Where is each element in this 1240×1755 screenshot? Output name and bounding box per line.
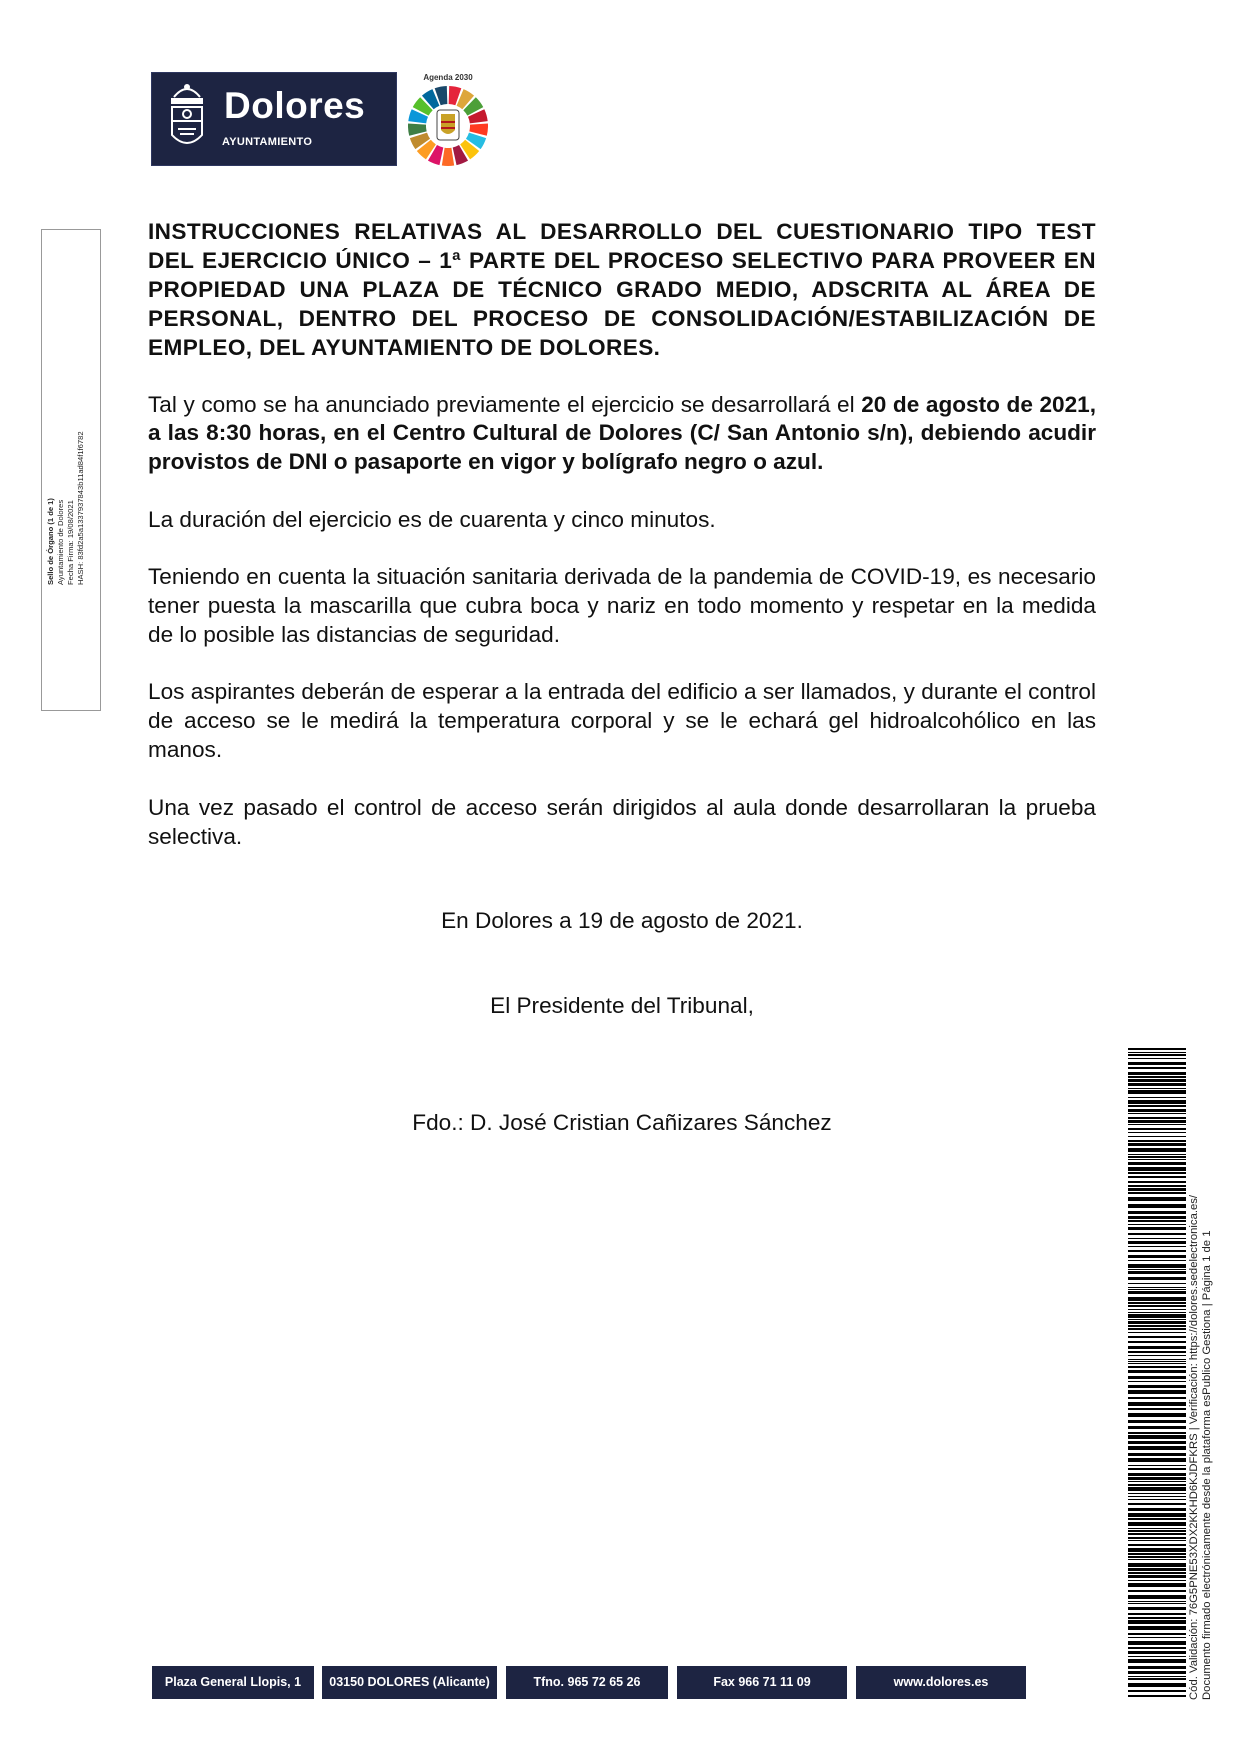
barcode-bar: [1128, 1289, 1186, 1290]
signer-line: Fdo.: D. José Cristian Cañizares Sánchez: [412, 1110, 832, 1136]
barcode-bar: [1128, 1678, 1186, 1680]
stamp-line: Sello de Órgano (1 de 1): [46, 498, 55, 585]
barcode-bar: [1128, 1603, 1186, 1604]
barcode-bar: [1128, 1117, 1186, 1119]
barcode-bar: [1128, 1676, 1186, 1677]
barcode-bar: [1128, 1626, 1186, 1630]
barcode-bar: [1128, 1477, 1186, 1480]
barcode-bar: [1128, 1518, 1186, 1520]
barcode-bar: [1128, 1271, 1186, 1274]
barcode-bar: [1128, 1269, 1186, 1270]
barcode-bar: [1128, 1690, 1186, 1692]
barcode-bar: [1128, 1559, 1186, 1560]
barcode-bar: [1128, 1128, 1186, 1130]
barcode-bar: [1128, 1167, 1186, 1171]
barcode-bar: [1128, 1283, 1186, 1284]
barcode-bar: [1128, 1473, 1186, 1476]
barcode-bar: [1128, 1113, 1186, 1114]
barcode-bar: [1128, 1192, 1186, 1194]
barcode-bar: [1128, 1397, 1186, 1399]
barcode-bar: [1128, 1083, 1186, 1086]
barcode-bar: [1128, 1522, 1186, 1526]
barcode-bar: [1128, 1197, 1186, 1201]
barcode-bar: [1128, 1446, 1186, 1450]
logo-name: Dolores: [224, 85, 366, 126]
barcode-bar: [1128, 1402, 1186, 1406]
barcode-bar: [1128, 1359, 1186, 1360]
barcode-bar: [1128, 1325, 1186, 1327]
coat-of-arms-icon: [437, 110, 459, 140]
barcode-bar: [1128, 1162, 1186, 1165]
barcode-bar: [1128, 1159, 1186, 1160]
barcode-bar: [1128, 1185, 1186, 1187]
barcode-bar: [1128, 1432, 1186, 1434]
barcode-bar: [1128, 1297, 1186, 1301]
barcode-bar: [1128, 1607, 1186, 1610]
barcode-bar: [1128, 1528, 1186, 1529]
ayuntamiento-logo: [152, 73, 396, 165]
barcode-bar: [1128, 1671, 1186, 1674]
city-date: En Dolores a 19 de agosto de 2021.: [441, 908, 803, 934]
validation-line: Cód. Validación: 76G5PNE53XDX2KKHD6KJDFKRS | Verificación: https://dolores.sedelectronica.es/: [1188, 1194, 1200, 1700]
stamp-line: HASH: 83fd2a5a1337937843b11ad84f1f6782: [76, 431, 85, 585]
barcode-bar: [1128, 1572, 1186, 1574]
barcode-bar: [1128, 1109, 1186, 1112]
footer-address: Plaza General Llopis, 1: [152, 1666, 314, 1699]
stamp-line: Fecha Firma: 19/08/2021: [66, 500, 75, 585]
barcode-bar: [1128, 1154, 1186, 1155]
barcode-bar: [1128, 1224, 1186, 1225]
barcode-bar: [1128, 1553, 1186, 1555]
barcode-bar: [1128, 1124, 1186, 1125]
barcode-bar: [1128, 1563, 1186, 1567]
footer-phone: Tfno. 965 72 65 26: [506, 1666, 668, 1699]
barcode-bar: [1128, 1105, 1186, 1107]
barcode-bar: [1128, 1613, 1186, 1615]
barcode-bar: [1128, 1204, 1186, 1208]
barcode-bar: [1128, 1659, 1186, 1663]
barcode-bar: [1128, 1420, 1186, 1423]
barcode-bar: [1128, 1499, 1186, 1500]
barcode-bar: [1128, 1090, 1186, 1094]
barcode-bar: [1128, 1309, 1186, 1310]
barcode-bar: [1128, 1351, 1186, 1353]
barcode-bar: [1128, 1453, 1186, 1456]
barcode-bar: [1128, 1361, 1186, 1362]
validation-line: Documento firmado electrónicamente desde la plataforma esPublico Gestiona | Página 1 de 1: [1201, 1230, 1213, 1700]
stamp-line: Ayuntamiento de Dolores: [56, 499, 65, 585]
barcode-bar: [1128, 1468, 1186, 1470]
barcode-bar: [1128, 1088, 1186, 1089]
barcode-bar: [1128, 1277, 1186, 1280]
footer-web[interactable]: www.dolores.es: [856, 1666, 1026, 1699]
agenda-label: Agenda 2030: [423, 73, 473, 82]
barcode-bar: [1128, 1530, 1186, 1532]
barcode-bar: [1128, 1641, 1186, 1645]
barcode-bar: [1128, 1481, 1186, 1482]
barcode-bar: [1128, 1328, 1186, 1330]
barcode-bar: [1128, 1076, 1186, 1078]
barcode-bar: [1128, 1332, 1186, 1333]
barcode-bar: [1128, 1601, 1186, 1602]
barcode-bar: [1128, 1321, 1186, 1324]
barcode-bar: [1128, 1493, 1186, 1494]
barcode: [1128, 1048, 1186, 1698]
barcode-bar: [1128, 1211, 1186, 1214]
barcode-bar: [1128, 1575, 1186, 1578]
barcode-bar: [1128, 1054, 1186, 1056]
barcode-bar: [1128, 1227, 1186, 1230]
barcode-bar: [1128, 1363, 1186, 1364]
crest-icon: [162, 79, 212, 159]
barcode-bar: [1128, 1426, 1186, 1429]
barcode-bar: [1128, 1132, 1186, 1133]
barcode-bar: [1128, 1376, 1186, 1379]
barcode-bar: [1128, 1136, 1186, 1137]
barcode-bar: [1128, 1537, 1186, 1539]
barcode-bar: [1128, 1336, 1186, 1338]
barcode-bar: [1128, 1216, 1186, 1219]
barcode-bar: [1128, 1683, 1186, 1687]
barcode-bar: [1128, 1246, 1186, 1247]
barcode-bar: [1128, 1079, 1186, 1082]
barcode-bar: [1128, 1287, 1186, 1288]
barcode-bar: [1128, 1548, 1186, 1552]
barcode-bar: [1128, 1100, 1186, 1104]
barcode-bar: [1128, 1556, 1186, 1558]
barcode-bar: [1128, 1370, 1186, 1373]
barcode-bar: [1128, 1181, 1186, 1183]
barcode-bar: [1128, 1250, 1186, 1252]
barcode-bar: [1128, 1140, 1186, 1142]
paragraph-duration: La duración del ejercicio es de cuarenta y cinco minutos.: [148, 506, 716, 532]
validation-text: [1188, 1100, 1214, 1700]
barcode-bar: [1128, 1176, 1186, 1178]
barcode-bar: [1128, 1341, 1186, 1343]
barcode-bar: [1128, 1260, 1186, 1261]
barcode-bar: [1128, 1264, 1186, 1268]
barcode-bar: [1128, 1487, 1186, 1491]
barcode-bar: [1128, 1408, 1186, 1410]
logo-subtitle: AYUNTAMIENTO: [222, 136, 313, 148]
paragraph-access: Los aspirantes deberán de esperar a la entrada del edificio a ser llamados, y durante el control de acceso se le medirá la temperatura corporal y se le echará gel hidroalcohólico en las manos.: [148, 679, 1096, 763]
barcode-bar: [1128, 1314, 1186, 1318]
barcode-bar: [1128, 1651, 1186, 1654]
barcode-bar: [1128, 1072, 1186, 1075]
barcode-bar: [1128, 1435, 1186, 1439]
paragraph-classroom: Una vez pasado el control de acceso serán dirigidos al aula donde desarrollaran la prueba selectiva.: [148, 794, 1096, 849]
document-title: INSTRUCCIONES RELATIVAS AL DESARROLLO DEL CUESTIONARIO TIPO TEST DEL EJERCICIO ÚNICO – 1ª PARTE DEL PROCESO SELECTIVO PARA PROVEER EN PROPIEDAD UNA PLAZA DE TÉCNICO GRADO MEDIO, ADSCRITA AL ÁREA DE PERSONAL, DENTRO DEL PROCESO DE CONSOLIDACIÓN/ESTABILIZACIÓN DE EMPLEO, DEL AYUNTAMIENTO DE DOLORES.: [148, 219, 1096, 360]
document-body: [148, 218, 1096, 1167]
barcode-bar: [1128, 1058, 1186, 1059]
barcode-bar: [1128, 1052, 1186, 1053]
barcode-bar: [1128, 1188, 1186, 1191]
barcode-bar: [1128, 1241, 1186, 1244]
barcode-bar: [1128, 1312, 1186, 1313]
barcode-bar: [1128, 1656, 1186, 1657]
barcode-bar: [1128, 1233, 1186, 1235]
barcode-bar: [1128, 1441, 1186, 1444]
barcode-bar: [1128, 1156, 1186, 1158]
barcode-bar: [1128, 1385, 1186, 1388]
barcode-bar: [1128, 1540, 1186, 1541]
barcode-bar: [1128, 1595, 1186, 1599]
paragraph-date-place: [148, 391, 1096, 478]
barcode-bar: [1128, 1413, 1186, 1417]
agenda-2030-logo: [402, 70, 494, 168]
sdg-segment: [442, 148, 454, 166]
barcode-bar: [1128, 1496, 1186, 1497]
barcode-bar: [1128, 1637, 1186, 1638]
barcode-bar: [1128, 1580, 1186, 1581]
barcode-bar: [1128, 1508, 1186, 1511]
barcode-bar: [1128, 1390, 1186, 1394]
barcode-bar: [1128, 1302, 1186, 1304]
barcode-bar: [1128, 1484, 1186, 1486]
barcode-bar: [1128, 1120, 1186, 1123]
president-line: El Presidente del Tribunal,: [490, 993, 754, 1019]
barcode-bar: [1128, 1544, 1186, 1546]
barcode-bar: [1128, 1465, 1186, 1466]
barcode-bar: [1128, 1238, 1186, 1239]
barcode-bar: [1128, 1048, 1186, 1050]
barcode-bar: [1128, 1291, 1186, 1294]
footer-postal: 03150 DOLORES (Alicante): [322, 1666, 497, 1699]
barcode-bar: [1128, 1319, 1186, 1320]
barcode-bar: [1128, 1148, 1186, 1152]
barcode-bar: [1128, 1647, 1186, 1649]
barcode-bar: [1128, 1067, 1186, 1069]
barcode-bar: [1128, 1620, 1186, 1624]
barcode-bar: [1128, 1513, 1186, 1517]
barcode-bar: [1128, 1305, 1186, 1307]
barcode-bar: [1128, 1503, 1186, 1505]
footer-fax: Fax 966 71 11 09: [677, 1666, 847, 1699]
barcode-bar: [1128, 1062, 1186, 1065]
barcode-bar: [1128, 1583, 1186, 1587]
barcode-bar: [1128, 1533, 1186, 1535]
barcode-bar: [1128, 1172, 1186, 1174]
barcode-bar: [1128, 1633, 1186, 1635]
barcode-bar: [1128, 1097, 1186, 1098]
barcode-bar: [1128, 1458, 1186, 1462]
paragraph-bold: 20 de agosto de 2021, a las 8:30 horas, en el Centro Cultural de Dolores (C/ San Antonio s/n), debiendo acudir provistos de DNI o pasaporte en vigor y bolígrafo negro o azul.: [148, 391, 1097, 475]
barcode-bar: [1128, 1617, 1186, 1619]
footer-bar: [152, 1666, 1032, 1699]
barcode-bar: [1128, 1366, 1186, 1368]
barcode-bar: [1128, 1355, 1186, 1356]
barcode-bar: [1128, 1590, 1186, 1592]
paragraph-text: Tal y como se ha anunciado previamente el ejercicio se desarrollará el: [148, 391, 862, 417]
barcode-bar: [1128, 1381, 1186, 1382]
stamp-text: [46, 355, 86, 585]
barcode-bar: [1128, 1695, 1186, 1697]
barcode-bar: [1128, 1255, 1186, 1258]
barcode-bar: [1128, 1346, 1186, 1349]
barcode-bar: [1128, 1220, 1186, 1222]
barcode-bar: [1128, 1666, 1186, 1669]
barcode-bar: [1128, 1568, 1186, 1571]
paragraph-covid: Teniendo en cuenta la situación sanitaria derivada de la pandemia de COVID-19, es necesario tener puesta la mascarilla que cubra boca y nariz en todo momento y respetar en la medida de lo posible las distancias de seguridad.: [148, 564, 1096, 647]
barcode-bar: [1128, 1143, 1186, 1146]
